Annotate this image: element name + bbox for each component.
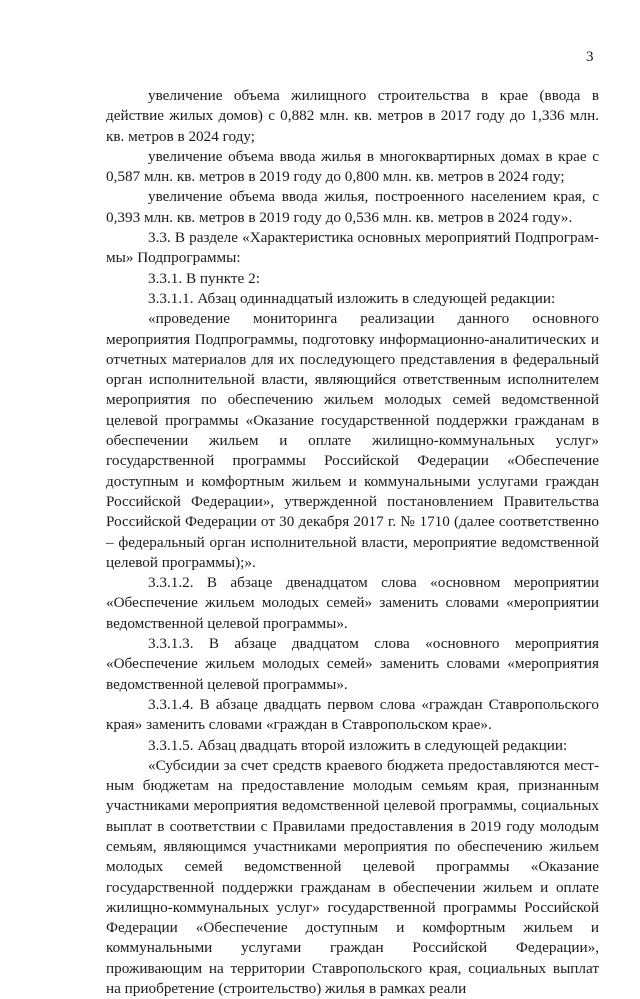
paragraph-housing-construction: увеличение объема жилищного строительства в крае (ввода в действие жилых домов) с 0,882 млн. кв. метров в 2017 году до 1,336 млн. кв. метров в 2024 году; [106, 87, 599, 145]
paragraph-3-3-1: 3.3.1. В пункте 2: [148, 269, 260, 287]
paragraph-subsidies: «Субсидии за счет средств краевого бюджета предоставляются местным бюджетам на предоставление молодым семьям края, признанным участниками мероприятия ведомственной целевой программы, социальных выплат в соответствии с Правилами предоставления в 2019 году молодым семьям, являющимся участниками мероприятия по обеспечению жильем молодых семей ведомственной целевой программы «Оказание государственной поддержки гражданам в обеспечении жильем и оплате жилищно-коммунальных услуг» государственной программы Российской Федерации «Обеспечение доступным и комфортным жильем и коммунальными услугами граждан Российской Федерации», проживающим на территории Ставропольского края, социальных выплат на приобретение (строительство) жилья в рамках реали [106, 756, 599, 998]
paragraph-3-3-1-2: 3.3.1.2. В абзаце двенадцатом слова «основном мероприятии «Обеспечение жильем молодых семей» заменить словами «мероприятии ведомственной целевой программы». [106, 574, 599, 632]
paragraph-3-3-1-1: 3.3.1.1. Абзац одиннадцатый изложить в следующей редакции: [148, 289, 556, 307]
paragraph-apartment-buildings: увеличение объема ввода жилья в многоквартирных домах в крае с 0,587 млн. кв. метров в 2019 году до 0,800 млн. кв. метров в 2024 году; [106, 147, 599, 186]
paragraph-3-3-1-4: 3.3.1.4. В абзаце двадцать первом слова «граждан Ставропольского края» заменить словами «граждан в Ставропольском крае». [106, 695, 599, 734]
page-number: 3 [586, 49, 594, 65]
paragraph-3-3-1-5: 3.3.1.5. Абзац двадцать второй изложить в следующей редакции: [148, 736, 568, 754]
paragraph-3-3-1-3: 3.3.1.3. В абзаце двадцатом слова «основного мероприятия «Обеспечение жильем молодых семей» заменить словами «мероприятия ведомственной целевой программы». [106, 635, 599, 693]
paragraph-population-housing: увеличение объема ввода жилья, построенного населением края, с 0,393 млн. кв. метров в 2019 году до 0,536 млн. кв. метров в 2024 году». [106, 188, 599, 226]
document-body [106, 86, 599, 999]
paragraph-section-3-3: 3.3. В разделе «Характеристика основных мероприятий Подпрограммы» Подпрограммы: [106, 229, 599, 267]
paragraph-monitoring: «проведение мониторинга реализации данного основного мероприятия Подпрограммы, подготовку информационно-аналитических и отчетных материалов для их последующего представления в федеральный орган исполнительной власти, являющийся ответственным исполнителем мероприятия по обеспечению жильем молодых семей ведомственной целевой программы «Оказание государственной поддержки гражданам в обеспечении жильем и оплате жилищно-коммунальных услуг» государственной программы Российской Федерации «Обеспечение доступным и комфортным жильем и коммунальными услугами граждан Российской Федерации», утвержденной постановлением Правительства Российской Федерации от 30 декабря 2017 г. № 1710 (далее соответственно – федеральный орган исполнительной власти, мероприятие ведомственной целевой программы);». [106, 310, 599, 571]
